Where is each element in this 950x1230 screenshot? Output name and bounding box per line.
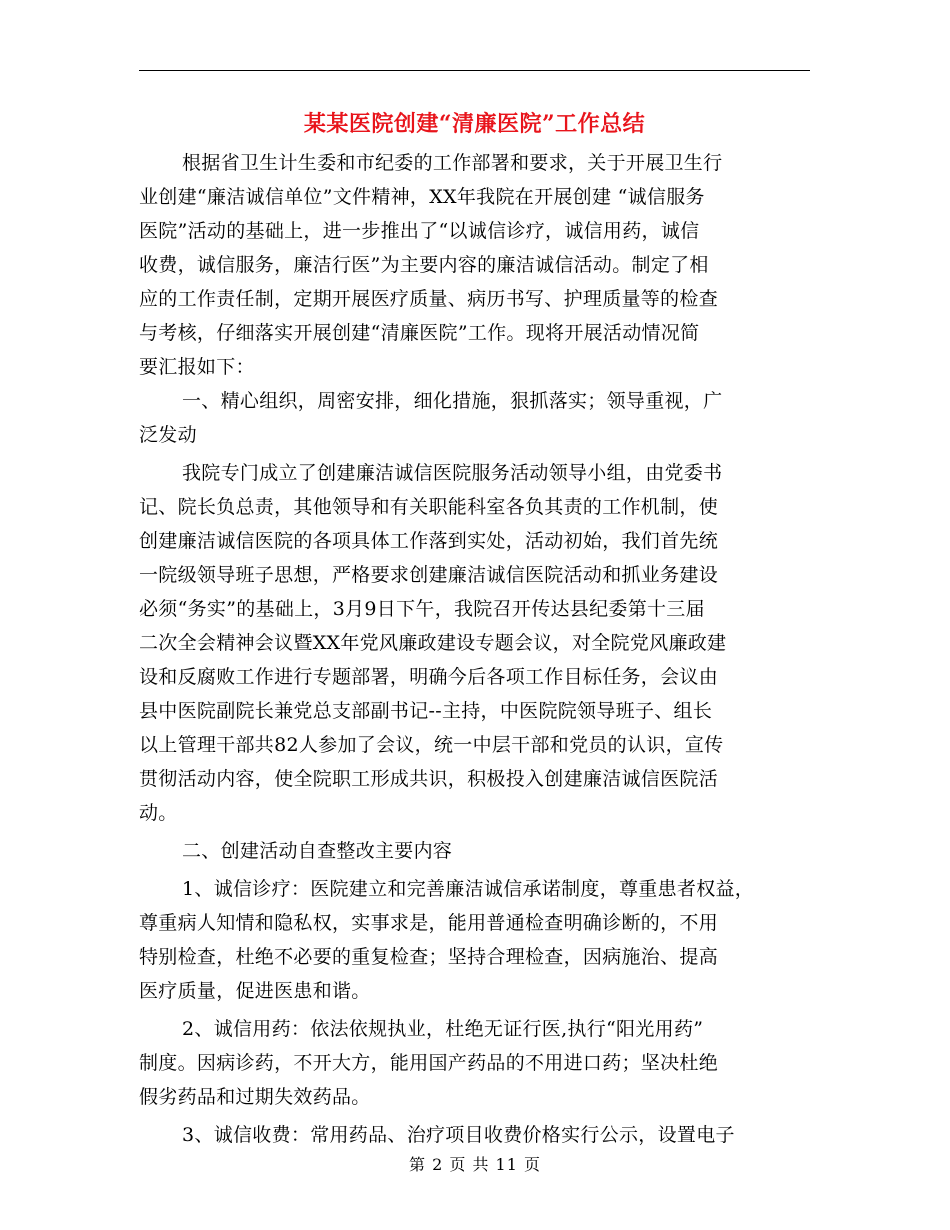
paragraph-organization: [139, 456, 810, 830]
text-line: 要汇报如下：: [139, 356, 255, 378]
paragraph-medication: [139, 1012, 810, 1114]
text-line: 泛发动: [139, 424, 197, 446]
text-line: 医疗质量，促进医患和谐。: [139, 980, 371, 1002]
text-line: 我院专门成立了创建廉洁诚信医院服务活动领导小组，由党委书: [182, 462, 723, 484]
text-line: 2、诚信用药：依法依规执业，杜绝无证行医,执行“阳光用药”: [182, 1018, 704, 1040]
text-line: 特别检查，杜绝不必要的重复检查；坚持合理检查，因病施治、提高: [139, 946, 719, 968]
text-line: 记、院长负总责，其他领导和有关职能科室各负其责的工作机制，使: [139, 496, 719, 518]
text-line: 3、诚信收费：常用药品、治疗项目收费价格实行公示，设置电子: [182, 1124, 735, 1146]
paragraph-diagnosis: [139, 872, 810, 1008]
text-line: 假劣药品和过期失效药品。: [139, 1086, 371, 1108]
text-line: 尊重病人知情和隐私权，实事求是，能用普通检查明确诊断的，不用: [139, 912, 719, 934]
text-line: 一、精心组织，周密安排，细化措施，狠抓落实；领导重视，广: [182, 390, 723, 412]
text-line: 一院级领导班子思想，严格要求创建廉洁诚信医院活动和抓业务建设: [139, 564, 719, 586]
text-line: 业创建“廉洁诚信单位”文件精神，XX年我院在开展创建 “诚信服务: [139, 186, 705, 208]
text-line: 收费，诚信服务，廉洁行医”为主要内容的廉洁诚信活动。制定了相: [139, 254, 709, 276]
text-line: 1、诚信诊疗：医院建立和完善廉洁诚信承诺制度，尊重患者权益，: [182, 878, 755, 900]
text-line: 应的工作责任制，定期开展医疗质量、病历书写、护理质量等的检查: [139, 288, 719, 310]
section-heading-2: [139, 834, 810, 868]
document-body: [139, 146, 810, 1152]
text-line: 二次全会精神会议暨XX年党风廉政建设专题会议，对全院党风廉政建: [139, 632, 727, 654]
text-line: 动。: [139, 802, 178, 824]
text-line: 县中医院副院长兼党总支部副书记--主持，中医院院领导班子、组长: [139, 700, 713, 722]
header-rule: [139, 70, 810, 71]
paragraph-charges: [139, 1118, 810, 1152]
text-line: 二、创建活动自查整改主要内容: [182, 840, 453, 862]
page-footer: 第 2 页 共 11 页: [409, 1155, 541, 1174]
text-line: 必须“务实”的基础上，3月9日下午，我院召开传达县纪委第十三届: [139, 598, 705, 620]
section-heading-1: [139, 384, 810, 452]
text-line: 贯彻活动内容，使全院职工形成共识，积极投入创建廉洁诚信医院活: [139, 768, 719, 790]
text-line: 医院”活动的基础上，进一步推出了“以诚信诊疗，诚信用药，诚信: [139, 220, 700, 242]
text-line: 创建廉洁诚信医院的各项具体工作落到实处，活动初始，我们首先统: [139, 530, 719, 552]
text-line: 设和反腐败工作进行专题部署，明确今后各项工作目标任务，会议由: [139, 666, 719, 688]
document-title: 某某医院创建“清廉医院”工作总结: [303, 111, 646, 137]
paragraph-intro: [139, 146, 810, 384]
text-line: 以上管理干部共82人参加了会议，统一中层干部和党员的认识，宣传: [139, 734, 724, 756]
text-line: 与考核，仔细落实开展创建“清廉医院”工作。现将开展活动情况简: [139, 322, 700, 344]
text-line: 制度。因病诊药，不开大方，能用国产药品的不用进口药；坚决杜绝: [139, 1052, 719, 1074]
text-line: 根据省卫生计生委和市纪委的工作部署和要求，关于开展卫生行: [182, 152, 723, 174]
